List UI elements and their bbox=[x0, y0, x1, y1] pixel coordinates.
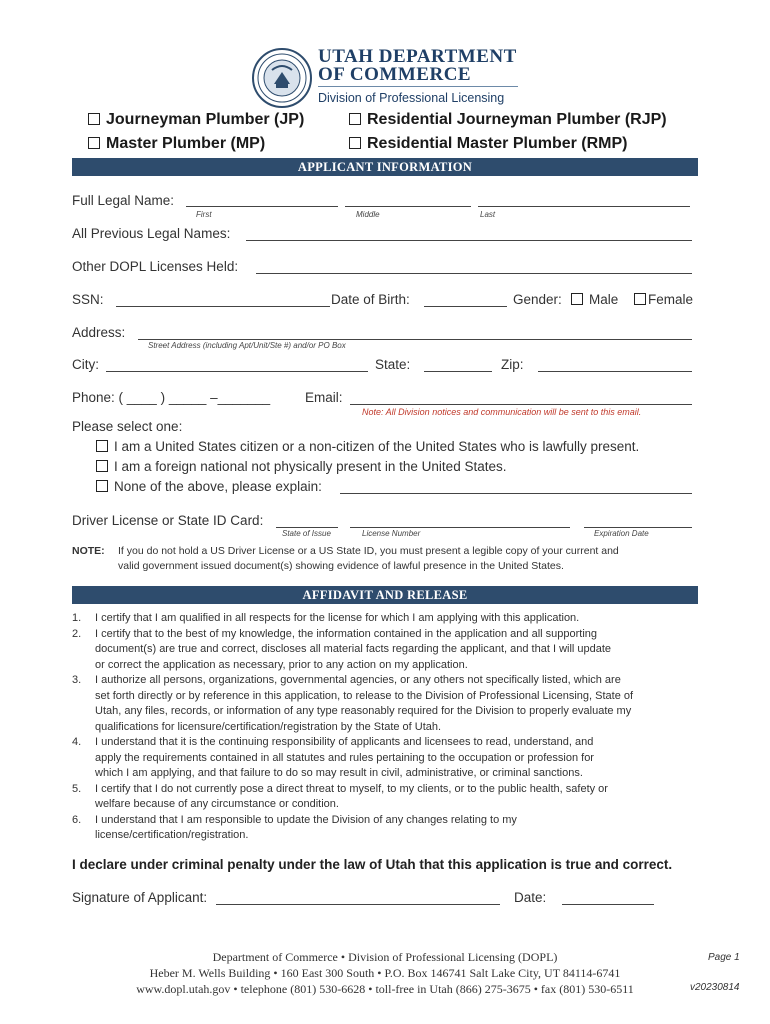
phone-field[interactable]: Phone: ( ____ ) _____ –_______ bbox=[72, 390, 271, 405]
ssn-field[interactable] bbox=[116, 293, 330, 307]
gender-male-option[interactable]: Male bbox=[571, 292, 618, 307]
address-field[interactable] bbox=[138, 326, 692, 340]
address-caption: Street Address (including Apt/Unit/Ste #) and/or PO Box bbox=[148, 341, 346, 350]
jp-checkbox[interactable] bbox=[88, 113, 100, 125]
citizen-checkbox[interactable] bbox=[96, 440, 108, 452]
other-licenses-field[interactable] bbox=[256, 260, 692, 274]
affidavit-list bbox=[72, 611, 698, 844]
rjp-checkbox[interactable] bbox=[349, 113, 361, 125]
license-jp-option[interactable]: Journeyman Plumber (JP) bbox=[88, 111, 304, 129]
signature-field[interactable] bbox=[216, 891, 500, 905]
version-code: v20230814 bbox=[690, 982, 740, 993]
previous-names-field[interactable] bbox=[246, 227, 692, 241]
affidavit-item: 4. I understand that it is the continuing responsibility of applicants and licensees to read, understand, and apply the requirements contained in all statutes and rules pertaining to the occupation or profession for which I am applying, and that failure to do so may result in civil, administrative, or criminal sanctions. bbox=[72, 736, 594, 779]
state-field[interactable] bbox=[424, 358, 492, 372]
license-number-field[interactable] bbox=[350, 514, 570, 528]
explain-field[interactable] bbox=[340, 480, 692, 494]
foreign-national-checkbox[interactable] bbox=[96, 460, 108, 472]
zip-field[interactable] bbox=[538, 358, 692, 372]
applicant-section-title: APPLICANT INFORMATION bbox=[72, 158, 698, 176]
affidavit-item: 3. I authorize all persons, organizations, governmental agencies, or any others not specifically listed, which are set forth directly or by reference in this application, to release to the Division of Professional Licensing, State of Utah, any files, records, or information of any type reasonably required for the Division to properly evaluate my qualifications for licensure/certification/registration by the State of Utah. bbox=[72, 674, 634, 733]
note-line-2: valid government issued document(s) showing evidence of lawful presence in the United States. bbox=[118, 560, 564, 572]
city-field[interactable] bbox=[106, 358, 368, 372]
dob-label: Date of Birth: bbox=[331, 292, 410, 307]
middle-name-field[interactable] bbox=[345, 193, 471, 207]
division-name: Division of Professional Licensing bbox=[318, 91, 505, 105]
page-number: Page 1 bbox=[708, 952, 740, 963]
expiration-date-field[interactable] bbox=[584, 514, 692, 528]
first-name-field[interactable] bbox=[186, 193, 338, 207]
note-line-1: If you do not hold a US Driver License or a US State ID, you must present a legible copy of your current and bbox=[118, 545, 619, 557]
note-label: NOTE: bbox=[72, 545, 105, 557]
other-licenses-label: Other DOPL Licenses Held: bbox=[72, 259, 239, 274]
utah-state-seal-icon bbox=[252, 48, 312, 108]
foreign-national-option[interactable]: I am a foreign national not physically present in the United States. bbox=[96, 459, 506, 474]
expiration-caption: Expiration Date bbox=[594, 529, 649, 538]
first-caption: First bbox=[196, 210, 212, 219]
select-one-label: Please select one: bbox=[72, 419, 183, 434]
rmp-checkbox[interactable] bbox=[349, 137, 361, 149]
male-checkbox[interactable] bbox=[571, 293, 583, 305]
affidavit-section-title: AFFIDAVIT AND RELEASE bbox=[72, 586, 698, 604]
previous-names-label: All Previous Legal Names: bbox=[72, 226, 231, 241]
state-label: State: bbox=[375, 357, 411, 372]
email-field[interactable] bbox=[350, 391, 692, 405]
affidavit-item: 1. I certify that I am qualified in all respects for the license for which I am applying with this application. bbox=[72, 612, 580, 624]
driver-license-label: Driver License or State ID Card: bbox=[72, 513, 264, 528]
license-number-caption: License Number bbox=[362, 529, 421, 538]
ssn-label: SSN: bbox=[72, 292, 104, 307]
city-label: City: bbox=[72, 357, 99, 372]
last-name-field[interactable] bbox=[478, 193, 690, 207]
zip-label: Zip: bbox=[501, 357, 524, 372]
gender-female-option[interactable]: Female bbox=[634, 292, 693, 307]
affidavit-item: 6. I understand that I am responsible to update the Division of any changes relating to my license/certification/registration. bbox=[72, 813, 517, 841]
last-caption: Last bbox=[480, 210, 496, 219]
license-rjp-option[interactable]: Residential Journeyman Plumber (RJP) bbox=[349, 111, 667, 129]
citizen-option[interactable]: I am a United States citizen or a non-citizen of the United States who is lawfully present. bbox=[96, 439, 639, 454]
org-divider bbox=[318, 86, 518, 87]
date-label: Date: bbox=[514, 890, 547, 905]
state-of-issue-caption: State of Issue bbox=[282, 529, 331, 538]
address-label: Address: bbox=[72, 325, 126, 340]
state-of-issue-field[interactable] bbox=[276, 514, 338, 528]
full-name-label: Full Legal Name: bbox=[72, 193, 175, 208]
affidavit-item: 2. I certify that to the best of my knowledge, the information contained in the application and all supporting document(s) are true and correct, discloses all material facts regarding the applicant, and that I will update or correct the application as necessary, prior to any action on my application. bbox=[72, 627, 612, 671]
gender-label: Gender: bbox=[513, 292, 562, 307]
license-mp-option[interactable]: Master Plumber (MP) bbox=[88, 135, 265, 153]
email-note: Note: All Division notices and communication will be sent to this email. bbox=[362, 407, 642, 417]
affidavit-item: 5. I certify that I do not currently pose a direct threat to myself, to my clients, or to the public health, safety or welfare because of any circumstance or condition. bbox=[72, 782, 608, 810]
dob-field[interactable] bbox=[424, 293, 507, 307]
none-above-option[interactable]: None of the above, please explain: bbox=[96, 479, 322, 494]
signature-label: Signature of Applicant: bbox=[72, 890, 208, 905]
date-field[interactable] bbox=[562, 891, 654, 905]
license-rmp-option[interactable]: Residential Master Plumber (RMP) bbox=[349, 135, 628, 153]
none-above-checkbox[interactable] bbox=[96, 480, 108, 492]
female-checkbox[interactable] bbox=[634, 293, 646, 305]
mp-checkbox[interactable] bbox=[88, 137, 100, 149]
footer-line-1: Department of Commerce • Division of Professional Licensing (DOPL) bbox=[212, 950, 558, 964]
footer-line-2: Heber M. Wells Building • 160 East 300 South • P.O. Box 146741 Salt Lake City, UT 84114-6741 bbox=[149, 966, 621, 980]
footer-line-3: www.dopl.utah.gov • telephone (801) 530-6628 • toll-free in Utah (866) 275-3675 • fax (801) 530-6511 bbox=[136, 982, 634, 996]
org-name: UTAH DEPARTMENT OF COMMERCE bbox=[318, 46, 517, 85]
declaration: I declare under criminal penalty under the law of Utah that this application is true and correct. bbox=[72, 857, 673, 872]
email-label: Email: bbox=[305, 390, 343, 405]
middle-caption: Middle bbox=[356, 210, 380, 219]
